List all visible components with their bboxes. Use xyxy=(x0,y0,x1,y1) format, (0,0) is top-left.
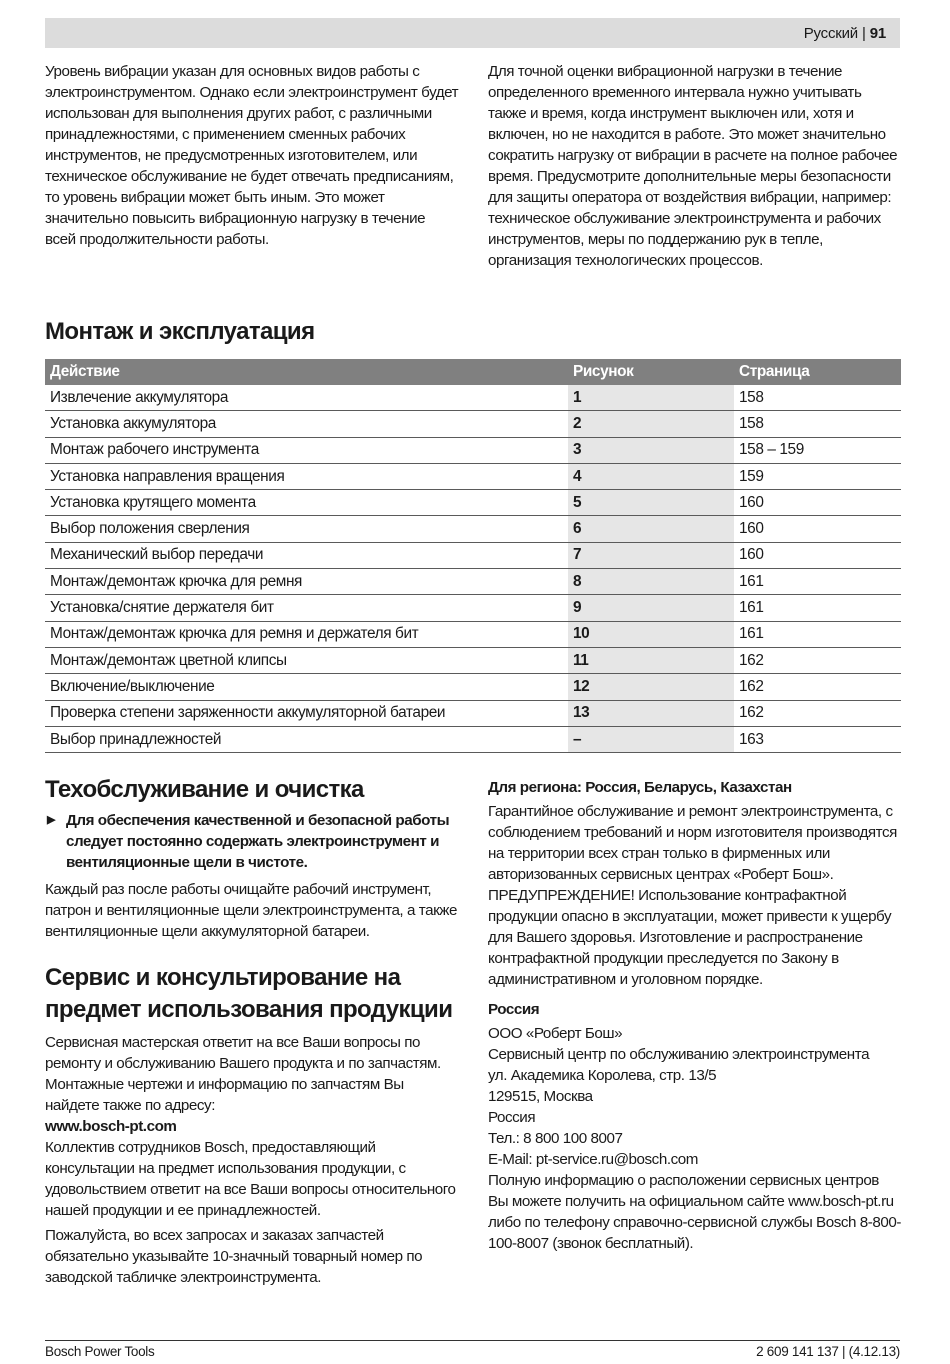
table-row xyxy=(45,516,901,542)
right-lower-column xyxy=(488,777,902,1254)
left-lower-column xyxy=(45,774,459,1288)
row-action: Выбор положения сверления xyxy=(45,516,568,542)
intro-right-column xyxy=(488,61,902,271)
russia-service-center: Сервисный центр по обслуживанию электроинструмента xyxy=(488,1046,870,1063)
table-row xyxy=(45,490,901,516)
russia-company: ООО «Роберт Бош» xyxy=(488,1025,623,1042)
intro-left-column xyxy=(45,61,459,250)
row-figure: 11 xyxy=(568,647,734,673)
row-action: Проверка степени заряженности аккумуляторной батареи xyxy=(45,700,568,726)
triangle-bullet-icon: ▶ xyxy=(47,814,56,826)
row-page: 161 xyxy=(734,569,901,595)
table-row xyxy=(45,385,901,411)
russia-phone: Тел.: 8 800 100 8007 xyxy=(488,1130,623,1147)
row-action: Монтаж/демонтаж цветной клипсы xyxy=(45,647,568,673)
assembly-table-body xyxy=(45,385,901,753)
service-title: Сервис и консультирование на предмет использования продукции xyxy=(45,964,453,1023)
table-row xyxy=(45,463,901,489)
row-figure: 8 xyxy=(568,569,734,595)
service-paragraph-2: Коллектив сотрудников Bosch, предоставляющий консультации на предмет использования продукции, с удовольствием ответит на все Ваши вопросы относительного нашей продукции и ее принадлежностей. xyxy=(45,1139,456,1219)
russia-street: ул. Академика Королева, стр. 13/5 xyxy=(488,1067,717,1084)
maintenance-bullet-text: Для обеспечения качественной и безопасной работы следует постоянно содержать электроинструмент и вентиляционные щели в чистоте. xyxy=(66,812,450,871)
row-page: 162 xyxy=(734,674,901,700)
service-url: www.bosch-pt.com xyxy=(45,1118,177,1135)
table-row xyxy=(45,700,901,726)
footer-doc-number: 2 609 141 137 | (4.12.13) xyxy=(756,1344,900,1359)
row-page: 160 xyxy=(734,542,901,568)
row-page: 162 xyxy=(734,700,901,726)
maintenance-title: Техобслуживание и очистка xyxy=(45,776,364,803)
row-figure: 5 xyxy=(568,490,734,516)
table-row xyxy=(45,437,901,463)
row-action: Установка аккумулятора xyxy=(45,411,568,437)
row-figure: 10 xyxy=(568,621,734,647)
footer-divider xyxy=(45,1340,900,1341)
table-row xyxy=(45,674,901,700)
row-page: 162 xyxy=(734,647,901,673)
assembly-table xyxy=(45,359,901,753)
russia-city: 129515, Москва xyxy=(488,1088,593,1105)
table-header-row xyxy=(45,359,901,385)
russia-title: Россия xyxy=(488,1001,540,1018)
row-page: 158 xyxy=(734,411,901,437)
region-paragraph-1: Гарантийное обслуживание и ремонт электроинструмента, с соблюдением требований и норм изготовителя производятся на территории всех стран только в фирменных или авторизованных сервисных центрах «Роберт Бош». xyxy=(488,803,897,883)
row-action: Монтаж/демонтаж крючка для ремня и держателя бит xyxy=(45,621,568,647)
row-figure: 13 xyxy=(568,700,734,726)
russia-email: E-Mail: pt-service.ru@bosch.com xyxy=(488,1151,698,1168)
service-paragraph-1: Сервисная мастерская ответит на все Ваши вопросы по ремонту и обслуживанию Вашего продукта и по запчастям. Монтажные чертежи и информацию по запчастям Вы найдете также по адресу: xyxy=(45,1034,441,1114)
row-page: 163 xyxy=(734,726,901,752)
column-header-action: Действие xyxy=(45,359,568,385)
table-row xyxy=(45,621,901,647)
intro-right-paragraph: Для точной оценки вибрационной нагрузки в течение определенного временного интервала нужно учитывать также и время, когда инструмент выключен или, хотя и включен, но не находится в работе. Это может значительно сократить нагрузку от вибрации в расчете на полное рабочее время. Предусмотрите дополнительные меры безопасности для защиты оператора от воздействия вибрации, например: техническое обслуживание электроинструмента и рабочих инструментов, меры по поддержанию рук в тепле, организация технологических процессов. xyxy=(488,63,898,269)
row-figure: 3 xyxy=(568,437,734,463)
column-header-page: Страница xyxy=(734,359,901,385)
row-action: Установка крутящего момента xyxy=(45,490,568,516)
assembly-title: Монтаж и эксплуатация xyxy=(45,318,315,345)
region-warning: ПРЕДУПРЕЖДЕНИЕ! Использование контрафактной продукции опасно в эксплуатации, может привести к ущербу для Вашего здоровья. Изготовление и распространение контрафактной продукции преследуется по Закону в административном и уголовном порядке. xyxy=(488,887,892,988)
row-figure: 2 xyxy=(568,411,734,437)
row-page: 160 xyxy=(734,490,901,516)
row-action: Установка направления вращения xyxy=(45,463,568,489)
row-action: Монтаж/демонтаж крючка для ремня xyxy=(45,569,568,595)
row-action: Механический выбор передачи xyxy=(45,542,568,568)
row-figure: 9 xyxy=(568,595,734,621)
header-separator: | xyxy=(862,24,866,42)
row-action: Монтаж рабочего инструмента xyxy=(45,437,568,463)
page-number: 91 xyxy=(869,24,886,42)
intro-left-paragraph: Уровень вибрации указан для основных видов работы с электроинструментом. Однако если электроинструмент будет использован для выполнения других работ, с различными принадлежностями, с применением сменных рабочих инструментов, не предусмотренных изготовителем, или техническое обслуживание не будет отвечать предписаниям, то уровень вибрации может быть иным. Это может значительно повысить вибрационную нагрузку в течение всей продолжительности работы. xyxy=(45,63,459,248)
row-page: 161 xyxy=(734,621,901,647)
row-page: 161 xyxy=(734,595,901,621)
service-paragraph-3: Пожалуйста, во всех запросах и заказах запчастей обязательно указывайте 10-значный товарный номер по заводской табличке электроинструмента. xyxy=(45,1227,423,1286)
row-page: 158 xyxy=(734,385,901,411)
column-header-figure: Рисунок xyxy=(568,359,734,385)
row-figure: 12 xyxy=(568,674,734,700)
table-row xyxy=(45,411,901,437)
region-title: Для региона: Россия, Беларусь, Казахстан xyxy=(488,779,792,796)
table-row xyxy=(45,726,901,752)
row-action: Извлечение аккумулятора xyxy=(45,385,568,411)
row-action: Выбор принадлежностей xyxy=(45,726,568,752)
row-figure: 4 xyxy=(568,463,734,489)
row-figure: 6 xyxy=(568,516,734,542)
footer-brand: Bosch Power Tools xyxy=(45,1344,155,1359)
table-row xyxy=(45,595,901,621)
table-row xyxy=(45,569,901,595)
maintenance-text: Каждый раз после работы очищайте рабочий инструмент, патрон и вентиляционные щели электроинструмента, а также вентиляционные щели аккумуляторной батареи. xyxy=(45,881,457,940)
row-page: 158 – 159 xyxy=(734,437,901,463)
row-figure: 7 xyxy=(568,542,734,568)
maintenance-bullet xyxy=(45,810,459,873)
page-header xyxy=(45,18,900,48)
russia-country: Россия xyxy=(488,1109,536,1126)
table-row xyxy=(45,647,901,673)
table-row xyxy=(45,542,901,568)
row-page: 160 xyxy=(734,516,901,542)
russia-info: Полную информацию о расположении сервисных центров Вы можете получить на официальном сайте www.bosch-pt.ru либо по телефону справочно-сервисной службы Bosch 8-800-100-8007 (звонок бесплатный). xyxy=(488,1172,901,1252)
row-action: Установка/снятие держателя бит xyxy=(45,595,568,621)
row-action: Включение/выключение xyxy=(45,674,568,700)
header-language: Русский xyxy=(803,24,858,42)
row-page: 159 xyxy=(734,463,901,489)
row-figure: – xyxy=(568,726,734,752)
row-figure: 1 xyxy=(568,385,734,411)
